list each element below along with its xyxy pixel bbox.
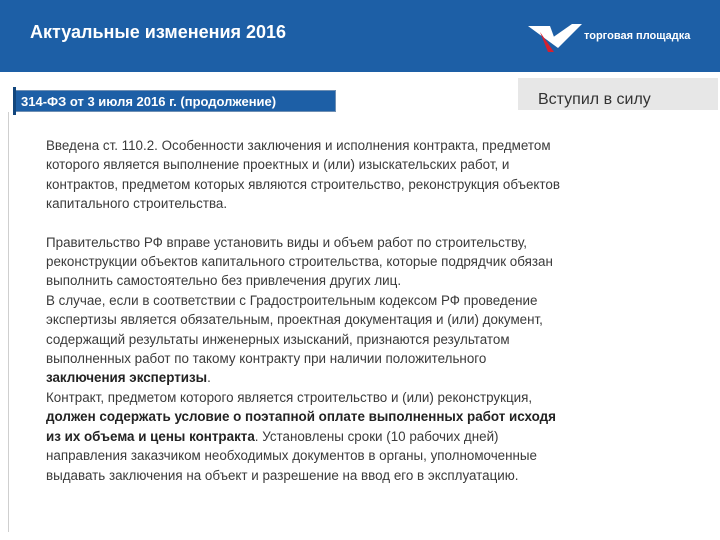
text-line: выполненных работ по такому контракту при наличии положительного	[46, 351, 487, 367]
bold-text: должен содержать условие о поэтапной оплате выполненных работ исходя	[46, 409, 556, 425]
text-line: капитального строительства.	[46, 196, 228, 212]
text-line: направления заказчиком необходимых документов в органы, уполномоченные	[46, 448, 537, 464]
text-line: В случае, если в соответствии с Градостроительным кодексом РФ проведение	[46, 292, 538, 308]
status-label: Вступил в силу	[538, 91, 651, 108]
text-line: экспертизы является обязательным, проектная документация и (или) документ,	[46, 312, 543, 328]
text-line: . Установлены сроки (10 рабочих дней)	[254, 428, 499, 444]
status-box	[518, 78, 718, 110]
header-bar	[0, 0, 720, 72]
page-title: Актуальные изменения 2016	[30, 22, 287, 42]
left-divider	[8, 112, 9, 532]
text-line: которого является выполнение проектных и (или) изыскательских работ, и	[46, 157, 510, 173]
bold-text: из их объема и цены контракта	[46, 428, 255, 444]
law-subtitle: 314-ФЗ от 3 июля 2016 г. (продолжение)	[21, 94, 277, 109]
logo	[528, 18, 708, 56]
content-body	[46, 136, 686, 485]
text-line: выполнить самостоятельно без привлечения других лиц.	[46, 273, 402, 289]
logo-text: торговая площадка	[584, 30, 691, 42]
paragraph-2	[46, 233, 686, 291]
text-punct: .	[207, 370, 211, 386]
text-line: содержащий результаты инженерных изысканий, признаются результатом	[46, 331, 510, 347]
text-line: Контракт, предметом которого является строительство и (или) реконструкция,	[46, 389, 533, 405]
bold-text: заключения экспертизы	[46, 370, 208, 386]
text-line: Введена ст. 110.2. Особенности заключения и исполнения контракта, предметом	[46, 138, 551, 153]
law-subtitle-box	[14, 90, 336, 112]
paragraph-1	[46, 136, 686, 214]
paragraph-3	[46, 291, 686, 388]
text-line: контрактов, предметом которых являются строительство, реконструкция объектов	[46, 176, 560, 192]
text-line: реконструкции объектов капитального строительства, которые подрядчик обязан	[46, 254, 553, 270]
logo-mark-icon	[528, 18, 582, 56]
text-line: Правительство РФ вправе установить виды и объем работ по строительству,	[46, 234, 527, 250]
text-line: выдавать заключения на объект и разрешение на ввод его в эксплуатацию.	[46, 467, 519, 483]
paragraph-4	[46, 388, 686, 485]
